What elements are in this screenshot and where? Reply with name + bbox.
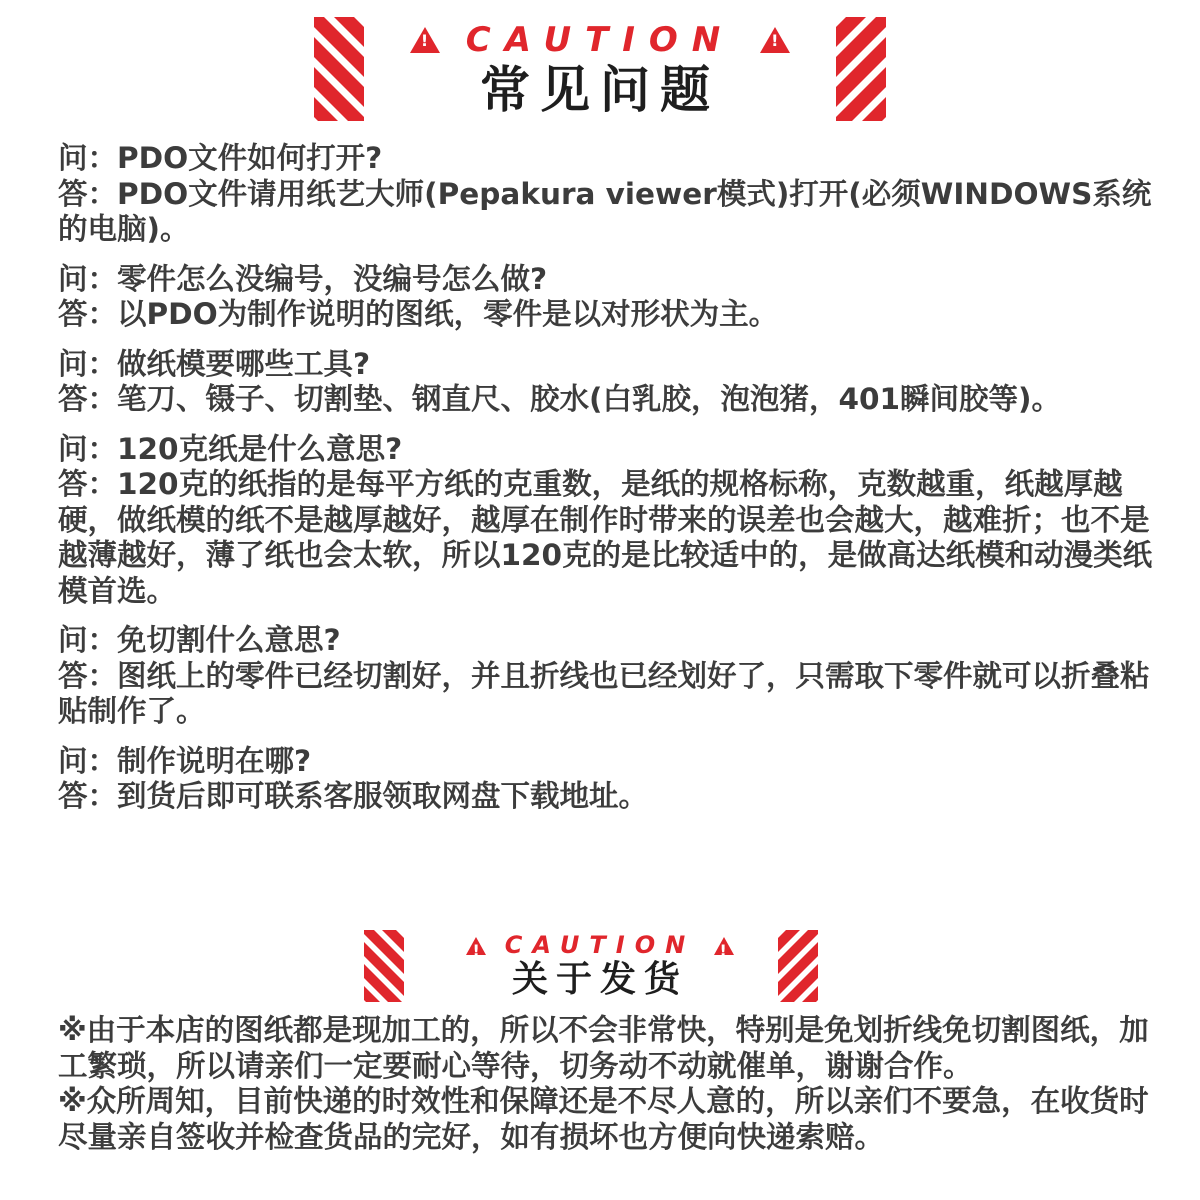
caution-text: CAUTION [465,20,735,60]
faq-item [58,432,1178,610]
shipping-notes [58,1013,1178,1155]
faq-answer: 答：笔刀、镊子、切割垫、钢直尺、胶水(白乳胶，泡泡猪，401瞬间胶等)。 [58,382,1062,416]
warning-triangle-icon [466,937,486,955]
warning-triangle-icon [760,27,790,53]
caution-text: CAUTION [504,931,696,959]
faq-answer: 答：到货后即可联系客服领取网盘下载地址。 [58,779,649,813]
shipping-note: ※由于本店的图纸都是现加工的，所以不会非常快，特别是免划折线免切割图纸，加工繁琐，所以请亲们一定要耐心等待，切务动不动就催单，谢谢合作。 [58,1013,1149,1083]
faq-title: 常见问题 [480,61,720,119]
faq-question: 问：零件怎么没编号，没编号怎么做? [58,261,548,296]
faq-item [58,347,1178,418]
shipping-title: 关于发货 [511,959,688,1000]
warning-triangle-icon [410,27,440,53]
faq-question: 问：免切割什么意思? [58,623,341,657]
faq-question: 问：120克纸是什么意思? [58,431,403,466]
faq-list [58,141,1178,829]
faq-question: 问：做纸模要哪些工具? [58,346,371,381]
caution-heading [0,931,1200,959]
faq-question: 问：制作说明在哪? [58,743,312,778]
faq-answer: 答：以PDO为制作说明的图纸，零件是以对形状为主。 [58,297,779,331]
faq-item [58,623,1178,730]
faq-answer: 答：120克的纸指的是每平方纸的克重数，是纸的规格标称，克数越重，纸越厚越硬，做纸模的纸不是越厚越好，越厚在制作时带来的误差也会越大，越难折；也不是越薄越好，薄了纸也会太软，所以120克的是比较适中的，是做高达纸模和动漫类纸模首选。 [58,467,1153,608]
faq-question: 问：PDO文件如何打开? [58,141,383,175]
faq-answer: 答：图纸上的零件已经切割好，并且折线也已经划好了，只需取下零件就可以折叠粘贴制作了。 [58,658,1150,728]
shipping-note: ※众所周知，目前快递的时效性和保障还是不尽人意的，所以亲们不要急，在收货时尽量亲自签收并检查货品的完好，如有损坏也方便向快递索赔。 [58,1084,1149,1154]
caution-heading [0,20,1200,60]
faq-item [58,262,1178,333]
warning-triangle-icon [714,937,734,955]
faq-item [58,141,1178,248]
faq-answer: 答：PDO文件请用纸艺大师(Pepakura viewer模式)打开(必须WINDOWS系统的电脑)。 [58,176,1152,246]
faq-item [58,744,1178,815]
